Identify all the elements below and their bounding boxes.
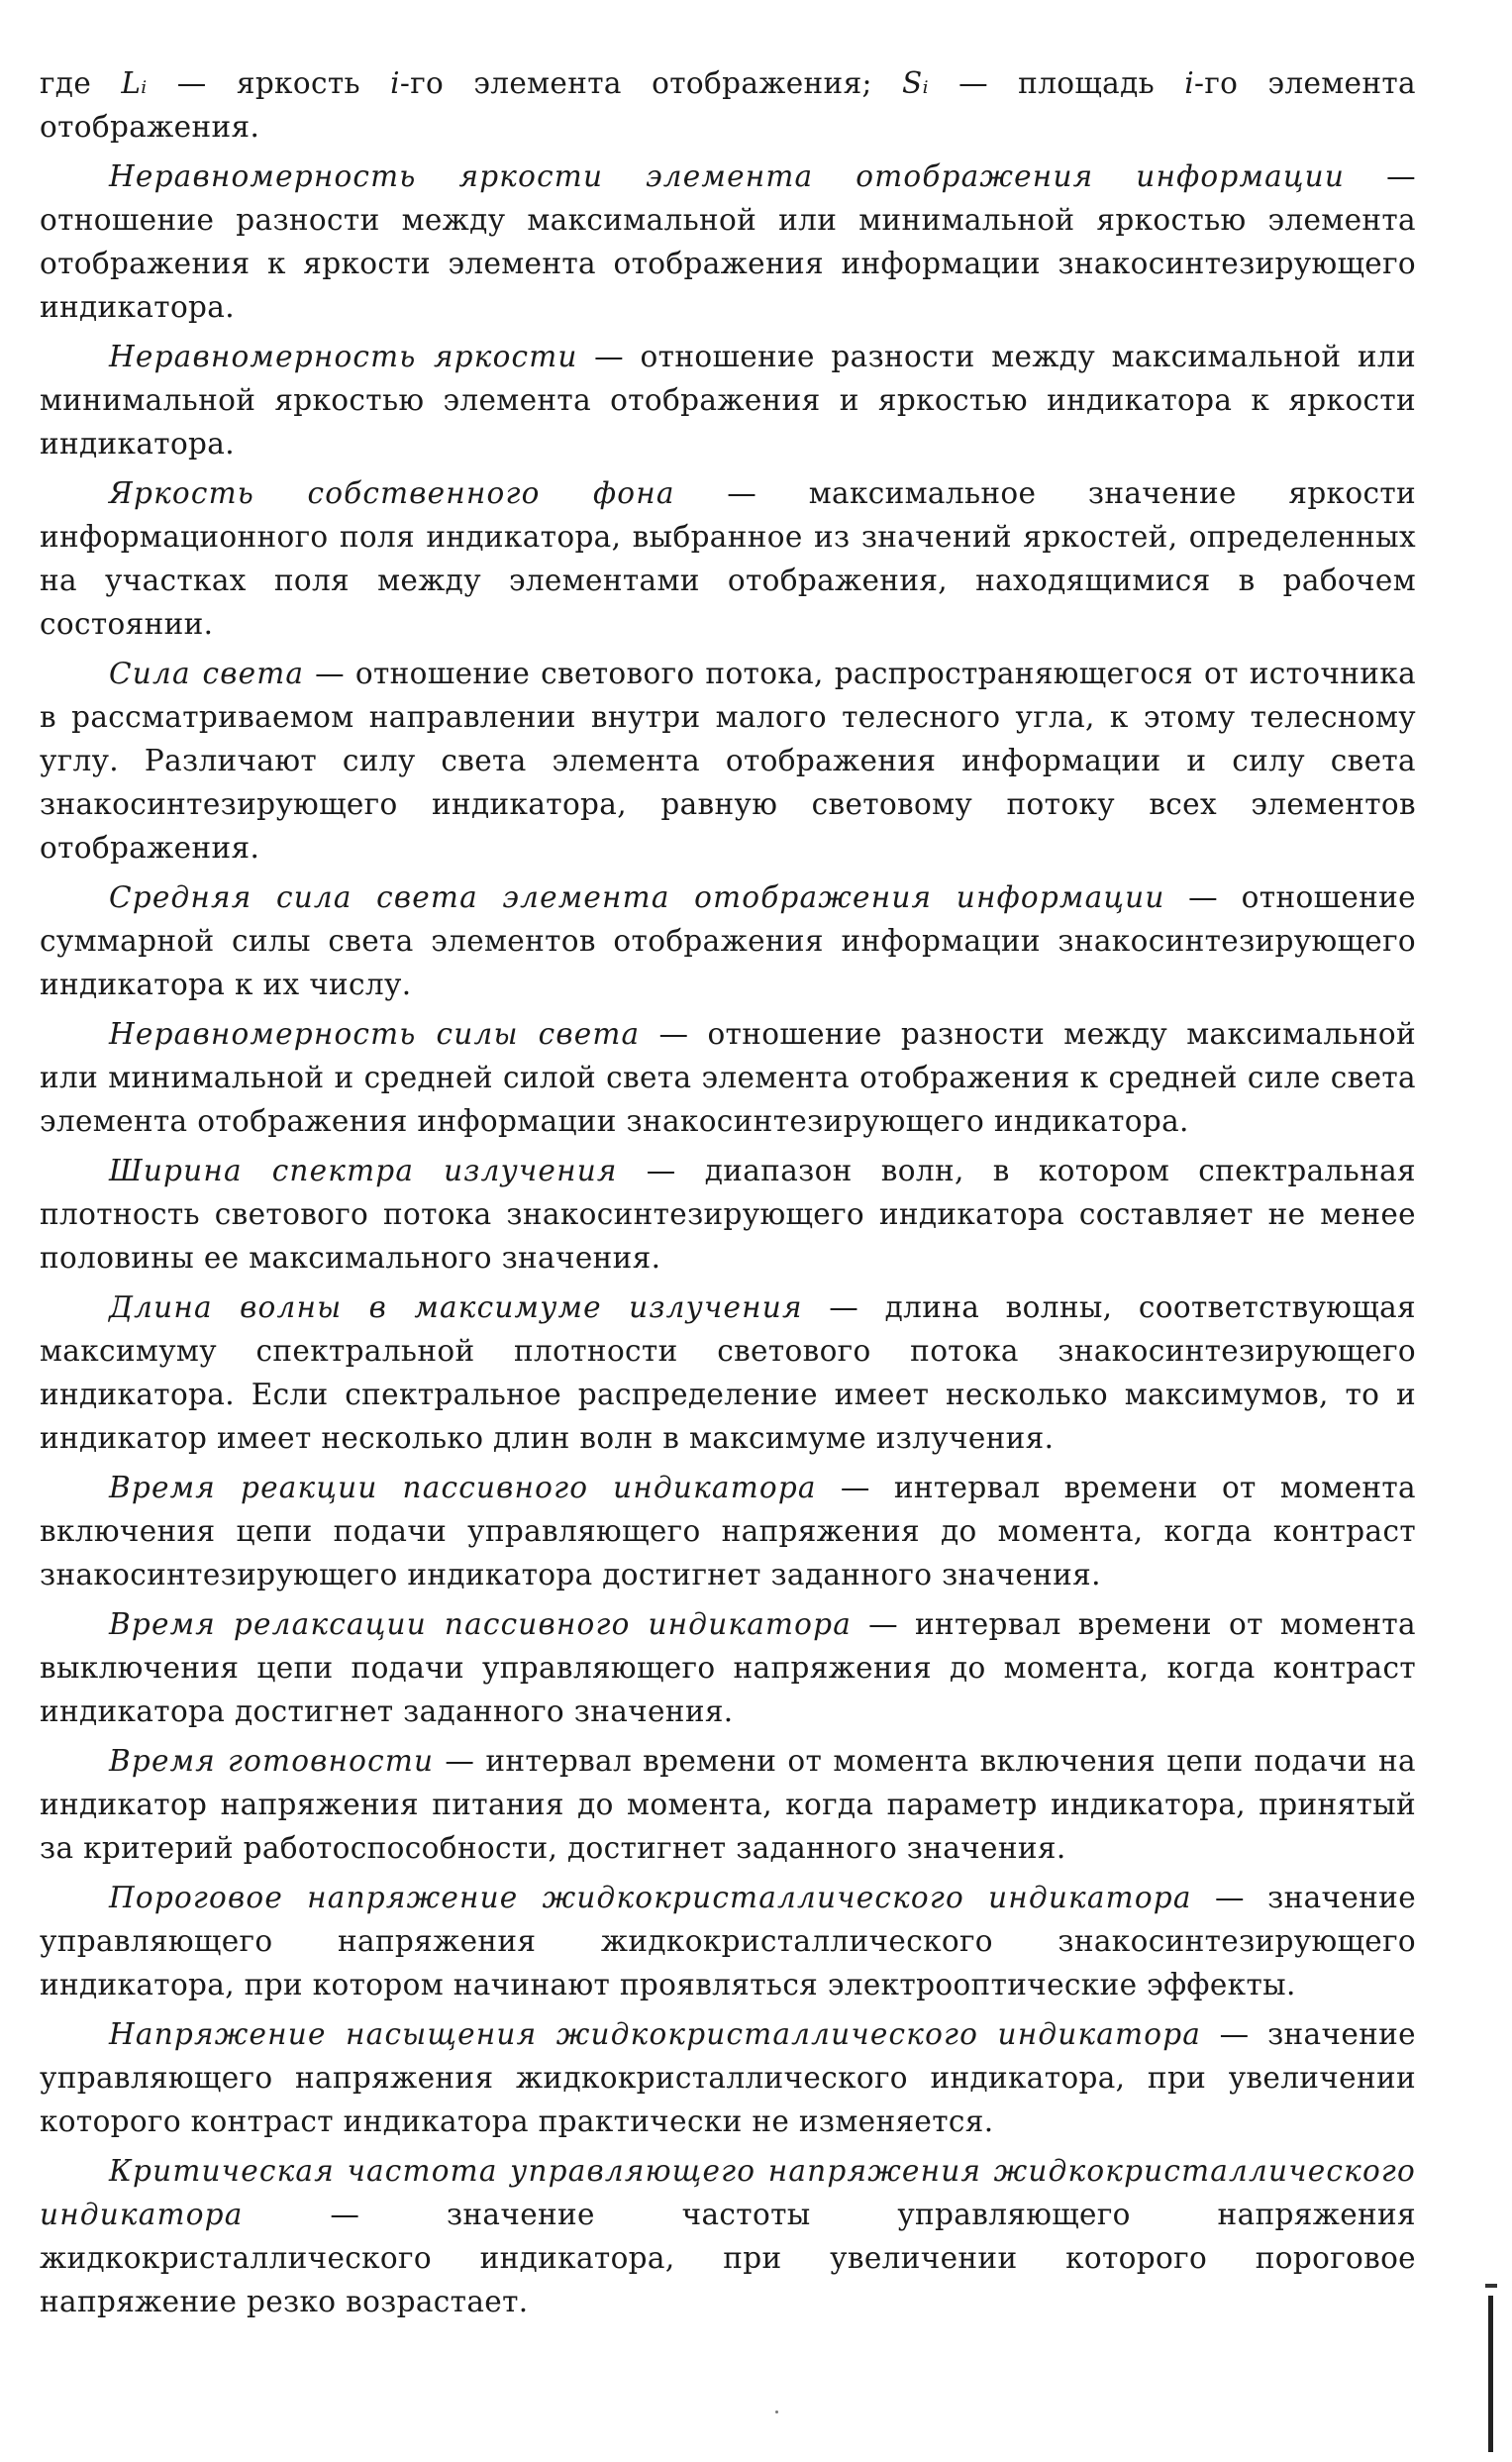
definition-text: — отношение разности между максимальной или минимальной яркостью элемента отображения к яркости элемента отображения информации знакосинтезирующего индикатора. <box>40 159 1416 324</box>
definition-text: — значение управляющего напряжения жидкокристаллического знакосинтезирующего индикатора, при котором начинают проявляться электрооптические эффекты. <box>40 1881 1417 2001</box>
definition-paragraph <box>40 1012 1416 1143</box>
definition-term: Неравномерность яркости <box>109 340 578 373</box>
definition-text: — отношение разности между максимальной или минимальной яркостью элемента отображения и яркостью индикатора к яркости индикатора. <box>40 340 1416 461</box>
definition-term: Критическая частота управляющего напряжения жидкокристаллического индикатора <box>40 2154 1416 2231</box>
scan-speck <box>775 2411 778 2413</box>
index-variable-2: i <box>1184 66 1195 100</box>
definition-term: Время готовности <box>109 1744 435 1778</box>
definition-term: Время релаксации пассивного индикатора <box>109 1607 853 1641</box>
definition-term: Сила света <box>109 657 305 690</box>
definition-text: — интервал времени от момента включения цепи подачи управляющего напряжения до момента, когда контраст знакосинтезирующего индикатора достигнет заданного значения. <box>40 1471 1416 1591</box>
definition-text: — интервал времени от момента выключения цепи подачи управляющего напряжения до момента, когда контраст индикатора достигнет заданного значения. <box>40 1607 1416 1728</box>
definition-term: Напряжение насыщения жидкокристаллического индикатора <box>109 2017 1202 2051</box>
intro-paragraph <box>40 61 1416 149</box>
definition-text: — диапазон волн, в котором спектральная плотность светового потока знакосинтезирующего индикатора составляет не менее половины ее максимального значения. <box>40 1154 1416 1275</box>
definition-paragraph <box>40 1149 1416 1280</box>
intro-text-5: -го элемента отображения. <box>40 66 1416 144</box>
definition-term: Неравномерность яркости элемента отображения информации <box>109 159 1346 193</box>
definition-term: Неравномерность силы света <box>109 1017 641 1051</box>
definition-term: Средняя сила света элемента отображения информации <box>109 880 1165 914</box>
definition-term: Яркость собственного фона <box>109 476 675 510</box>
definition-paragraph <box>40 652 1416 870</box>
definition-term: Время реакции пассивного индикатора <box>109 1471 817 1504</box>
intro-text-4: — площадь <box>928 66 1185 100</box>
definition-text: — длина волны, соответствующая максимуму спектральной плотности светового потока знакосинтезирующего индикатора. Если спектральное распределение имеет несколько максимумов, то и индикатор имеет несколько длин волн в максимуме излучения. <box>40 1290 1416 1455</box>
index-variable: i <box>390 66 400 100</box>
scan-edge-mark <box>1485 2284 1497 2288</box>
document-page <box>40 61 1416 2329</box>
area-variable: Sᵢ <box>902 66 929 100</box>
definition-text: — отношение разности между максимальной или минимальной и средней силой света элемента отображения к средней силе света элемента отображения информации знакосинтезирующего индикатора. <box>40 1017 1417 1138</box>
definition-paragraph <box>40 875 1416 1006</box>
definition-paragraph <box>40 1602 1416 1733</box>
definition-paragraph <box>40 2149 1416 2323</box>
definition-term: Ширина спектра излучения <box>109 1154 618 1187</box>
definition-paragraph <box>40 1285 1416 1460</box>
intro-text-1: где <box>40 66 122 100</box>
definition-text: — интервал времени от момента включения цепи подачи на индикатор напряжения питания до момента, когда параметр индикатора, принятый за критерий работоспособности, достигнет заданного значения. <box>40 1744 1416 1865</box>
definition-paragraph <box>40 1466 1416 1596</box>
definition-term: Пороговое напряжение жидкокристаллического индикатора <box>109 1881 1192 1914</box>
luminance-variable: Lᵢ <box>121 66 148 100</box>
definition-text: — значение частоты управляющего напряжения жидкокристаллического индикатора, при увеличении которого пороговое напряжение резко возрастает. <box>40 2198 1416 2318</box>
definition-paragraph <box>40 1739 1416 1870</box>
definition-text: — максимальное значение яркости информационного поля индикатора, выбранное из значений яркостей, определенных на участках поля между элементами отображения, находящимися в рабочем состоянии. <box>40 476 1417 641</box>
definition-paragraph <box>40 1876 1416 2006</box>
definition-text: — отношение светового потока, распространяющегося от источника в рассматриваемом направлении внутри малого телесного угла, к этому телесному углу. Различают силу света элемента отображения информации и силу света знакосинтезирующего индикатора, равную световому потоку всех элементов отображения. <box>40 657 1417 865</box>
definition-text: — отношение суммарной силы света элементов отображения информации знакосинтезирующего индикатора к их числу. <box>40 880 1416 1001</box>
definition-paragraph <box>40 471 1416 646</box>
definition-text: — значение управляющего напряжения жидкокристаллического индикатора, при увеличении которого контраст индикатора практически не изменяется. <box>40 2017 1416 2138</box>
definition-paragraph <box>40 335 1416 465</box>
definition-term: Длина волны в максимуме излучения <box>109 1290 803 1324</box>
definition-paragraph <box>40 154 1416 329</box>
intro-text-3: -го элемента отображения; <box>399 66 903 100</box>
scan-edge-bar <box>1488 2296 1493 2452</box>
intro-text-2: — яркость <box>147 66 391 100</box>
definition-paragraph <box>40 2012 1416 2143</box>
